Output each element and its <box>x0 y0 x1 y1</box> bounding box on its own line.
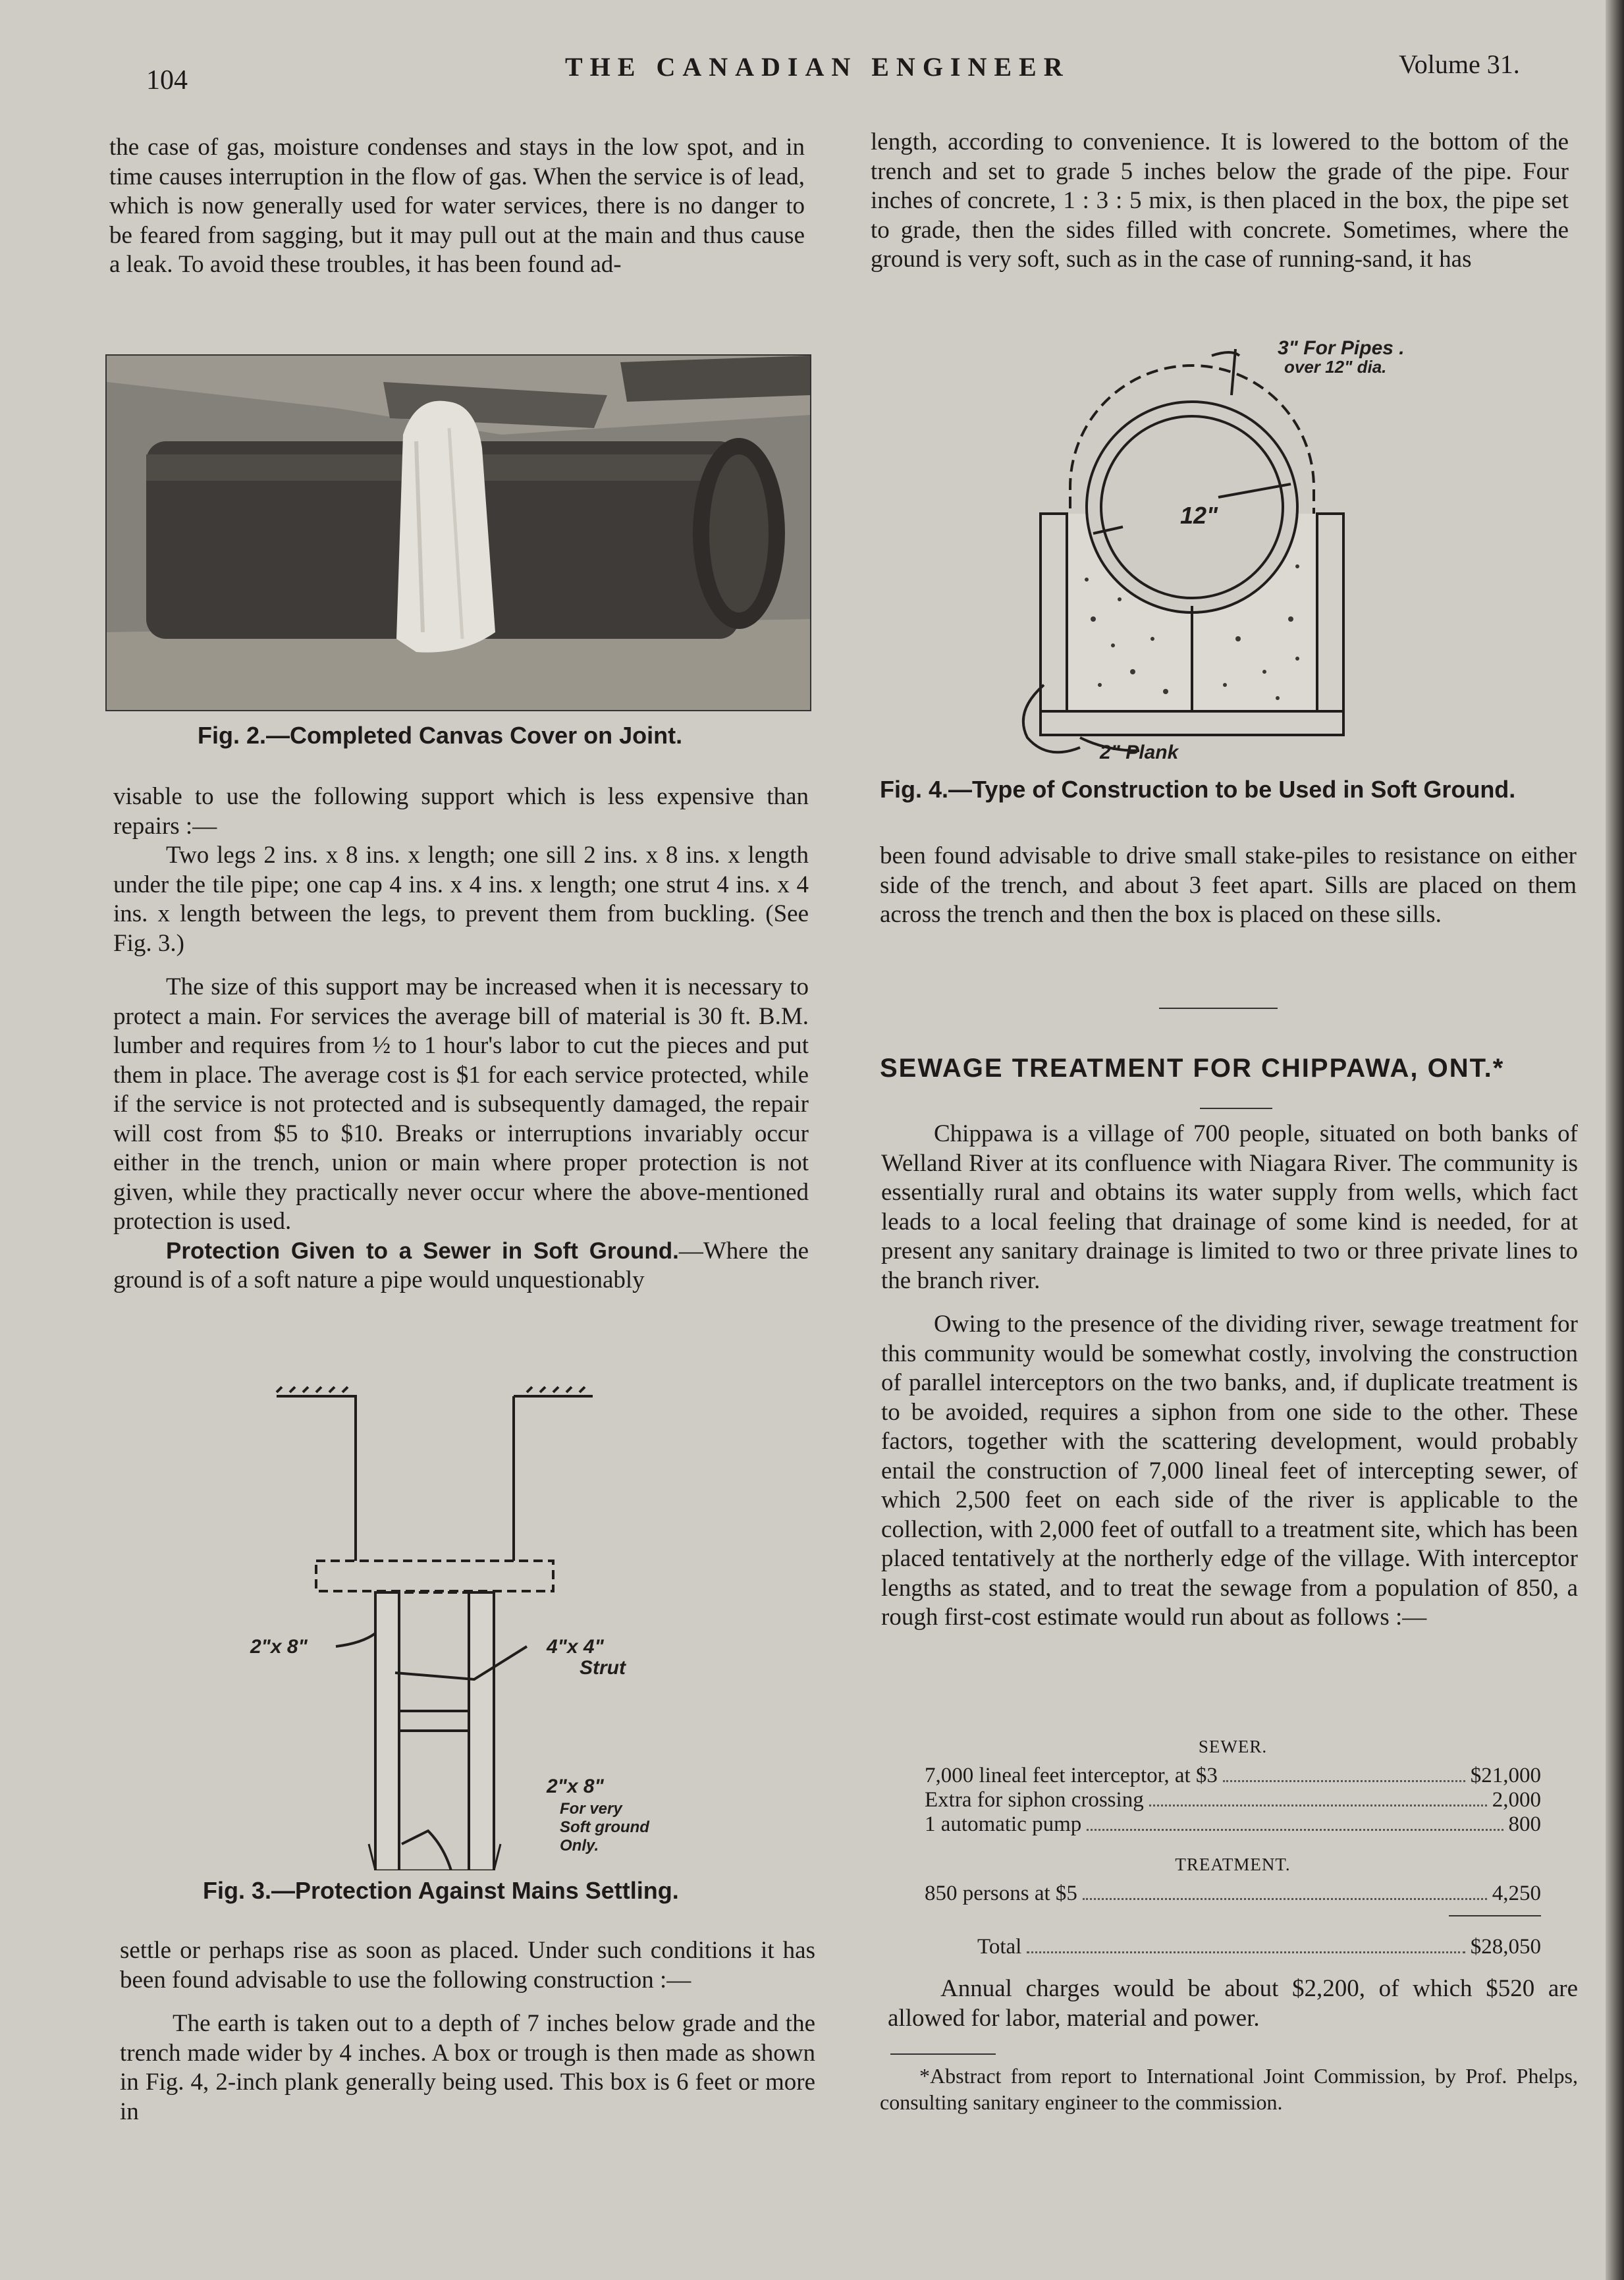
paragraph: the case of gas, moisture condenses and stays in the low spot, and in time causes interruption in the flow of gas. When the service is of lead, which is now generally used for water services, there is no danger to be feared from sagging, but it may pull out at the main and thus cause a leak. To avoid these troubles, it has been found ad- <box>109 134 805 278</box>
paragraph: length, according to convenience. It is lowered to the bottom of the trench and set to grade 5 inches below the grade of the pipe. Four inches of concrete, 1 : 3 : 5 mix, is then placed in the box, the pipe set to grade, then the sides filled with concrete. Sometimes, where the ground is very soft, such as in the case of running-sand, it has <box>871 128 1569 273</box>
figure-4-drawing <box>988 329 1475 777</box>
right-column-top <box>871 128 1569 275</box>
estimate-item-label: 850 persons at $5 <box>925 1882 1077 1905</box>
estimate-row <box>925 1812 1541 1837</box>
leader-dots <box>1083 1898 1487 1900</box>
estimate-item-label: Extra for siphon crossing <box>925 1788 1144 1812</box>
estimate-item-value: 800 <box>1508 1812 1541 1836</box>
fig4-top-label-line-2: over 12" dia. <box>1284 357 1387 377</box>
footnote <box>880 2063 1578 2115</box>
journal-title: THE CANADIAN ENGINEER <box>565 52 1070 82</box>
right-column-bottom <box>888 1974 1578 2033</box>
canvas-cover-photo <box>105 354 811 711</box>
trench-support-diagram <box>237 1383 698 1870</box>
fig3-note-line-2: Soft ground <box>560 1818 649 1836</box>
estimate-row <box>925 1788 1541 1812</box>
estimate-total-row <box>925 1935 1541 1959</box>
paragraph <box>113 1237 809 1295</box>
footnote-rule <box>890 2053 996 2055</box>
total-label: Total <box>977 1935 1022 1959</box>
section-divider <box>1159 1008 1278 1009</box>
estimate-item-label: 1 automatic pump <box>925 1812 1082 1836</box>
run-in-heading: Protection Given to a Sewer in Soft Ground. <box>166 1237 679 1264</box>
fig4-top-label-line-1: 3" For Pipes . <box>1278 337 1405 359</box>
sewer-heading: SEWER. <box>1198 1737 1268 1756</box>
paragraph: The earth is taken out to a depth of 7 inches below grade and the trench made wider by 4 inches. A box or trough is then made as shown in Fig. 4, 2-inch plank generally being used. This box is 6 feet or more in <box>120 2010 815 2125</box>
leader-dots <box>1149 1805 1487 1806</box>
figure-3-drawing <box>237 1383 698 1870</box>
fig3-leg-label: 2"x 8" <box>250 1636 308 1658</box>
figure-3-caption: Fig. 3.—Protection Against Mains Settling. <box>203 1877 679 1904</box>
running-header <box>0 46 1624 95</box>
right-column-middle <box>880 842 1577 930</box>
paragraph-text: —Where the ground is of a soft nature a pipe would unquestionably <box>113 1237 809 1293</box>
cost-estimate-table <box>925 1732 1541 1959</box>
figure-2-caption: Fig. 2.—Completed Canvas Cover on Joint. <box>198 722 683 749</box>
leader-dots <box>1087 1829 1503 1831</box>
fig4-diameter-label: 12" <box>1180 502 1218 529</box>
right-column-article <box>881 1120 1578 1633</box>
subtotal-rule <box>1449 1915 1541 1916</box>
page-edge <box>1606 0 1624 2280</box>
fig3-strut-label: Strut <box>580 1657 626 1679</box>
left-column-bottom <box>120 1936 815 2127</box>
estimate-item-value: 2,000 <box>1492 1788 1541 1812</box>
left-column-top <box>109 133 805 280</box>
leader-dots <box>1223 1780 1465 1782</box>
figure-4-caption: Fig. 4.—Type of Construction to be Used in Soft Ground. <box>880 776 1516 803</box>
treatment-heading: TREATMENT. <box>1175 1855 1291 1874</box>
page-number: 104 <box>146 65 188 95</box>
soft-ground-construction-diagram <box>988 329 1475 777</box>
title-rule <box>1200 1108 1272 1109</box>
left-column-middle <box>113 782 809 1295</box>
estimate-item-value: $21,000 <box>1470 1764 1541 1787</box>
total-value: $28,050 <box>1470 1935 1541 1959</box>
fig3-strut-size-label: 4"x 4" <box>547 1636 604 1658</box>
fig3-sill-size-label: 2"x 8" <box>547 1776 604 1797</box>
fig3-note-line-1: For very <box>560 1800 622 1818</box>
estimate-row <box>925 1882 1541 1906</box>
article-title: SEWAGE TREATMENT FOR CHIPPAWA, ONT.* <box>880 1054 1505 1083</box>
pipe-photo-image <box>107 356 810 710</box>
leader-dots <box>1027 1951 1465 1953</box>
estimate-item-value: 4,250 <box>1492 1882 1541 1905</box>
estimate-item-label: 7,000 lineal feet interceptor, at $3 <box>925 1764 1218 1787</box>
paragraph: visable to use the following support which is less expensive than repairs :— <box>113 783 809 840</box>
paragraph: been found advisable to drive small stake-piles to resistance on either side of the trench, and about 3 feet apart. Sills are placed on them across the trench and then the box is placed on these sills. <box>880 842 1577 928</box>
volume-label: Volume 31. <box>1399 49 1520 79</box>
fig4-plank-label: 2" Plank <box>1100 742 1179 763</box>
paragraph: settle or perhaps rise as soon as placed. Under such conditions it has been found advisable to use the following construction :— <box>120 1937 815 1994</box>
paragraph: Chippawa is a village of 700 people, situated on both banks of Welland River at its confluence with Niagara River. The community is essentially rural and obtains its water supply from wells, which fact leads to a local feeling that drainage of some kind is needed, for at present any sanitary drainage is limited to two or three private lines to the branch river. <box>881 1120 1578 1294</box>
footnote-text: *Abstract from report to International Joint Commission, by Prof. Phelps, consulting sanitary engineer to the commission. <box>880 2064 1578 2114</box>
fig3-note-line-3: Only. <box>560 1837 599 1855</box>
paragraph: Two legs 2 ins. x 8 ins. x length; one sill 2 ins. x 8 ins. x length under the tile pipe; one cap 4 ins. x 4 ins. x length; one strut 4 ins. x 4 ins. x length between the legs, to prevent them from buckling. (See Fig. 3.) <box>113 842 809 957</box>
paragraph: Annual charges would be about $2,200, of which $520 are allowed for labor, material and power. <box>888 1975 1578 2032</box>
paragraph: Owing to the presence of the dividing river, sewage treatment for this community would be somewhat costly, involving the construction of parallel interceptors on the two banks, and, if duplicate treatment is to be avoided, requires a siphon from one side to the other. These factors, together with the scattering development, would probably entail the construction of 7,000 lineal feet of intercepting sewer, of which 2,500 feet on each side of the river is applicable to the collection, with 2,000 feet of outfall to a treatment site, which has been placed tentatively at the northerly edge of the village. With interceptor lengths as stated, and to treat the sewage from a population of 850, a rough first-cost estimate would run about as follows :— <box>881 1311 1578 1631</box>
paragraph: The size of this support may be increased when it is necessary to protect a main. For services the average bill of material is 30 ft. B.M. lumber and requires from ½ to 1 hour's labor to cut the pieces and put them in place. The average cost is $1 for each service protected, while if the service is not protected and is subsequently damaged, the repair will cost from $5 to $10. Breaks or interruptions invariably occur either in the trench, union or main where proper protection is not given, while they practically never occur where the above-mentioned protection is used. <box>113 973 809 1235</box>
estimate-row <box>925 1764 1541 1788</box>
